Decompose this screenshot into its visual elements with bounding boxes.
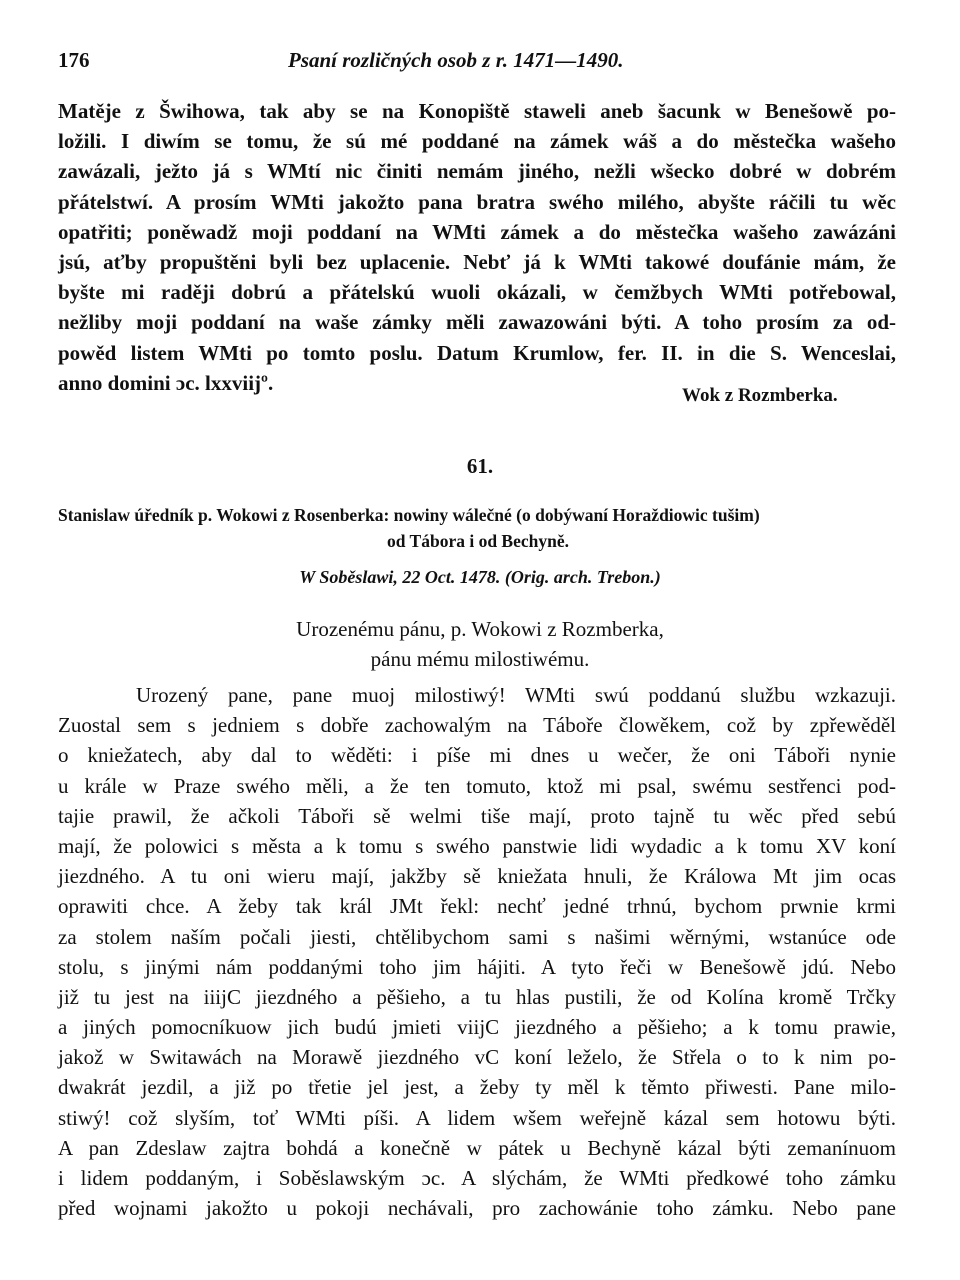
text-line: jakož w Switawách na Morawě jiezdného vC koní leželo, že Střela o to k nim po- — [58, 1045, 896, 1070]
text-line: byšte mi raději dobrú a přátelskú wuoli okázali, w čemžbych WMti potřebowal, — [58, 280, 896, 305]
text-line: dwakrát jezdil, a již po třetie jel jest, a žeby ty měl k těmto přiwesti. Pane milo- — [58, 1075, 896, 1100]
document-summary — [58, 502, 898, 554]
text-line: o kniežatech, aby dal to wěděti: i píše mi dnes u wečer, že oni Táboři nynie — [58, 743, 896, 768]
previous-letter-ending — [58, 96, 896, 398]
text-line: Matěje z Šwihowa, tak aby se na Konopiště staweli aneb šacunk w Benešowě po- — [58, 99, 896, 123]
text-line: oprawiti chce. A žeby tak král JMt řekl: nechť jedné trhnú, bychom prwnie krmi — [58, 894, 896, 919]
letter-body — [58, 680, 896, 1223]
text-line: Zuostal sem s jedniem s dobře zachowalým na Táboře člowěkem, což by zpřewěděl — [58, 713, 896, 738]
text-line: opatřiti; poněwadž moji poddaní na WMti zámek a do městečka wašeho zawázáni — [58, 219, 896, 244]
summary-line: od Tábora i od Bechyně. — [387, 531, 569, 551]
text-line: jsú, aťby propuštěni byli bez uplacenie. Nebť já k WMti takowé doufánie mám, že — [58, 249, 896, 274]
text-line: stiwý! což slyším, toť WMti píši. A lidem wšem weřejně kázal sem hotowu býti. — [58, 1105, 896, 1130]
text-line: u krále w Praze swého měli, a že ten tomuto, ktož mi psal, swému sestřenci pod- — [58, 773, 896, 798]
text-line: za stolem naším počali jiesti, chtělibychom sami s našimi wěrnými, wstanúce ode — [58, 924, 896, 949]
page-number: 176 — [58, 48, 90, 72]
text-line: powěd listem WMti po tomto poslu. Datum Krumlow, fer. II. in die S. Wenceslai, — [58, 340, 896, 365]
dateline: W Soběslawi, 22 Oct. 1478. (Orig. arch. Trebon.) — [299, 567, 661, 587]
running-title: Psaní rozličných osob z r. 1471—1490. — [288, 48, 624, 72]
text-line: tajie prawil, že ačkoli Táboři sě welmi tiše mají, proto tajně tu wěc před sebú — [58, 803, 896, 828]
text-line: před wojnami jakožto u pokoji nechávali, pro zachowánie toho zámku. Nebo pane — [58, 1196, 896, 1221]
text-line: a jiných pomocníkuow jich budú jmieti viijC jiezdného a pěšieho; a k tomu prawie, — [58, 1015, 896, 1040]
address-line: Urozenému pánu, p. Wokowi z Rozmberka, — [296, 617, 664, 641]
text-line: již tu jest na iiijC jiezdného a pěšieho, a tu hlas pustili, že od Kolína kromě Trčky — [58, 984, 896, 1009]
text-line: ložili. I diwím se tomu, že sú mé poddané na zámek wáš a do městečka wašeho — [58, 129, 896, 154]
summary-line: Stanislaw úředník p. Wokowi z Rosenberka: nowiny wálečné (o dobýwaní Horaždiowic tušim) — [58, 505, 760, 525]
text-line: přátelstwí. A prosím WMti jakožto pana bratra swého milého, abyšte ráčili tu wěc — [58, 189, 896, 214]
text-line: mají, že polowici s města a k tomu s swého panstwie lidi wydadic a k tomu XV koní — [58, 833, 896, 858]
text-line: zawázali, ježto já s WMtí nic činiti nemám jiného, nežli wšecko dobré w dobrém — [58, 159, 896, 184]
text-line: Urozený pane, pane muoj milostiwý! WMti swú poddanú službu wzkazuji. — [136, 683, 896, 707]
text-line: anno domini ɔc. lxxviijº. — [58, 370, 274, 395]
signature: Wok z Rozmberka. — [682, 385, 838, 406]
text-line: nežliby moji poddaní na waše zámky měli zawazowáni býti. A toho prosím za od- — [58, 310, 896, 335]
text-line: jiezdného. A tu oni wieru mají, jakžby sě kniežata hnuli, že Králowa Mt jim ocas — [58, 864, 896, 889]
document-number: 61. — [466, 454, 494, 478]
address — [0, 614, 960, 674]
text-line: stolu, s jinými nám poddanými toho jim hájiti. A tyto řeči w Benešowě jdú. Nebo — [58, 954, 896, 979]
text-line: A pan Zdeslaw zajtra bohdá a konečně w pátek u Bechyně kázal býti zemanínuom — [58, 1135, 896, 1160]
address-line: pánu mému milostiwému. — [370, 647, 590, 671]
text-line: i lidem poddaným, i Soběslawským ɔc. A slýchám, že WMti předkowé toho zámku — [58, 1166, 896, 1190]
